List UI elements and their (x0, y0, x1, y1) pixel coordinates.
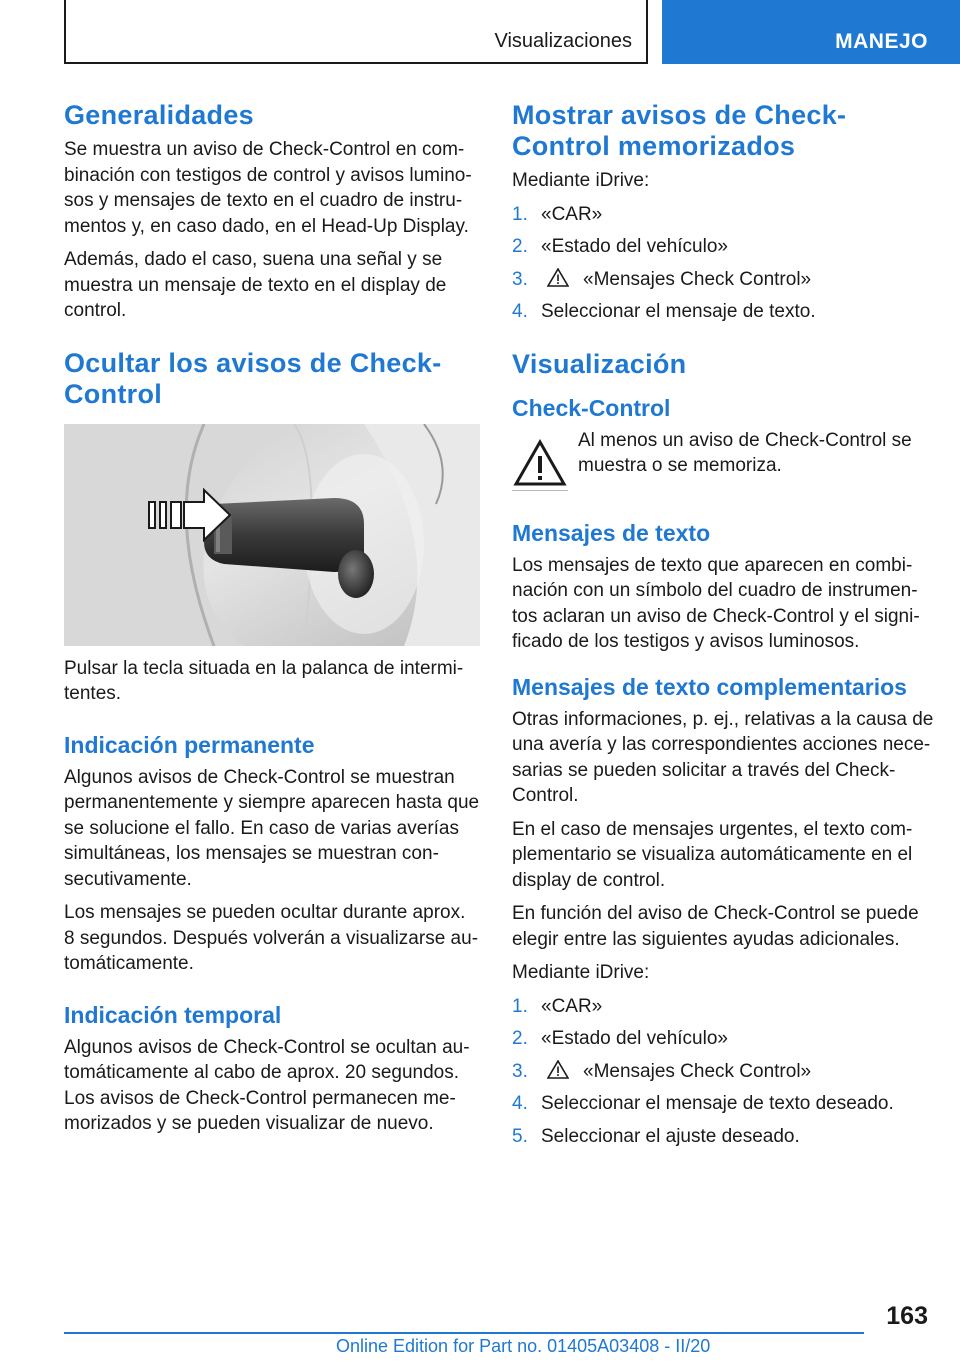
page-number: 163 (886, 1302, 928, 1330)
warning-triangle-icon (547, 268, 569, 287)
paragraph: Al menos un aviso de Check-Control se muestra o se memoriza. (578, 429, 912, 476)
paragraph: En función del aviso de Check-Control se puede elegir entre las siguientes ayudas adicionales. (512, 903, 919, 950)
list-item: 2. «Estado del vehículo» (512, 1028, 728, 1049)
paragraph: Algunos avisos de Check-Control se muestran permanentemente y siempre aparecen hasta que se solucione el fallo. En caso de varias averías simultáneas, los mensajes se muestran consecutivamente. (64, 766, 480, 890)
list-item: 2. «Estado del vehículo» (512, 236, 728, 257)
list-item: 4. Seleccionar el mensaje de texto. (512, 301, 816, 322)
heading-mensajes-complementarios: Mensajes de texto complementarios (512, 673, 907, 700)
right-column (512, 100, 936, 1156)
footer-edition-link[interactable]: Online Edition for Part no. 01405A03408 - II/20 (336, 1336, 711, 1356)
heading-generalidades: Generalidades (64, 100, 254, 130)
left-column (64, 100, 480, 1145)
steps-list-complementarios (512, 994, 936, 1150)
list-item: 3. «Mensajes Check Control» (512, 268, 812, 290)
header-section-title: Visualizaciones (494, 30, 632, 52)
heading-check-control: Check-Control (512, 394, 671, 421)
paragraph: Se muestra un aviso de Check-Control en combinación con testigos de control y avisos luminosos y mensajes de texto en el cuadro de instrumentos y, en caso dado, en el Head-Up Display. (64, 139, 472, 237)
list-item: 1. «CAR» (512, 995, 603, 1017)
turn-signal-lever-illustration (64, 424, 480, 646)
warning-triangle-icon (547, 1060, 569, 1079)
header-chapter-title: MANEJO (835, 30, 928, 53)
footer-divider (64, 1332, 864, 1334)
paragraph: Los mensajes se pueden ocultar durante aprox. 8 segundos. Después volverán a visualizarse automáticamente. (64, 902, 479, 974)
heading-indicacion-temporal: Indicación temporal (64, 1001, 282, 1028)
header-section-box (64, 0, 648, 64)
figure-caption: Pulsar la tecla situada en la palanca de intermitentes. (64, 657, 464, 704)
paragraph: Algunos avisos de Check-Control se ocultan automáticamente al cabo de aprox. 20 segundos. Los avisos de Check-Control permanecen memorizados y se pueden visualizar de nuevo. (64, 1036, 470, 1134)
list-item: 5. Seleccionar el ajuste deseado. (512, 1125, 800, 1147)
heading-visualizacion: Visualización (512, 348, 687, 379)
heading-ocultar: Ocultar los avisos de Check-Control (64, 347, 442, 409)
heading-mensajes-texto: Mensajes de texto (512, 519, 711, 546)
list-item: 3. «Mensajes Check Control» (512, 1060, 812, 1082)
warning-triangle-icon (512, 434, 568, 491)
steps-list-mostrar (512, 202, 936, 325)
heading-indicacion-permanente: Indicación permanente (64, 731, 315, 758)
list-item: 1. «CAR» (512, 203, 603, 225)
paragraph: Mediante iDrive: (512, 170, 650, 191)
paragraph: Otras informaciones, p. ej., relativas a la causa de una avería y las correspondientes acciones necesarias se pueden solicitar a través del Check-Control. (512, 708, 934, 806)
paragraph: Además, dado el caso, suena una señal y se muestra un mensaje de texto en el display de control. (64, 249, 447, 321)
paragraph: Los mensajes de texto que aparecen en combinación con un símbolo del cuadro de instrumentos aclaran un aviso de Check-Control y el significado de los testigos y avisos luminosos. (512, 554, 920, 652)
heading-mostrar-avisos: Mostrar avisos de Check-Control memorizados (512, 100, 847, 161)
check-control-indicator (512, 428, 936, 497)
paragraph: En el caso de mensajes urgentes, el texto complementario se visualiza automáticamente en el display de control. (512, 818, 913, 891)
paragraph: Mediante iDrive: (512, 962, 650, 983)
header-chapter-tab (662, 0, 960, 64)
list-item: 4. Seleccionar el mensaje de texto deseado. (512, 1093, 894, 1114)
